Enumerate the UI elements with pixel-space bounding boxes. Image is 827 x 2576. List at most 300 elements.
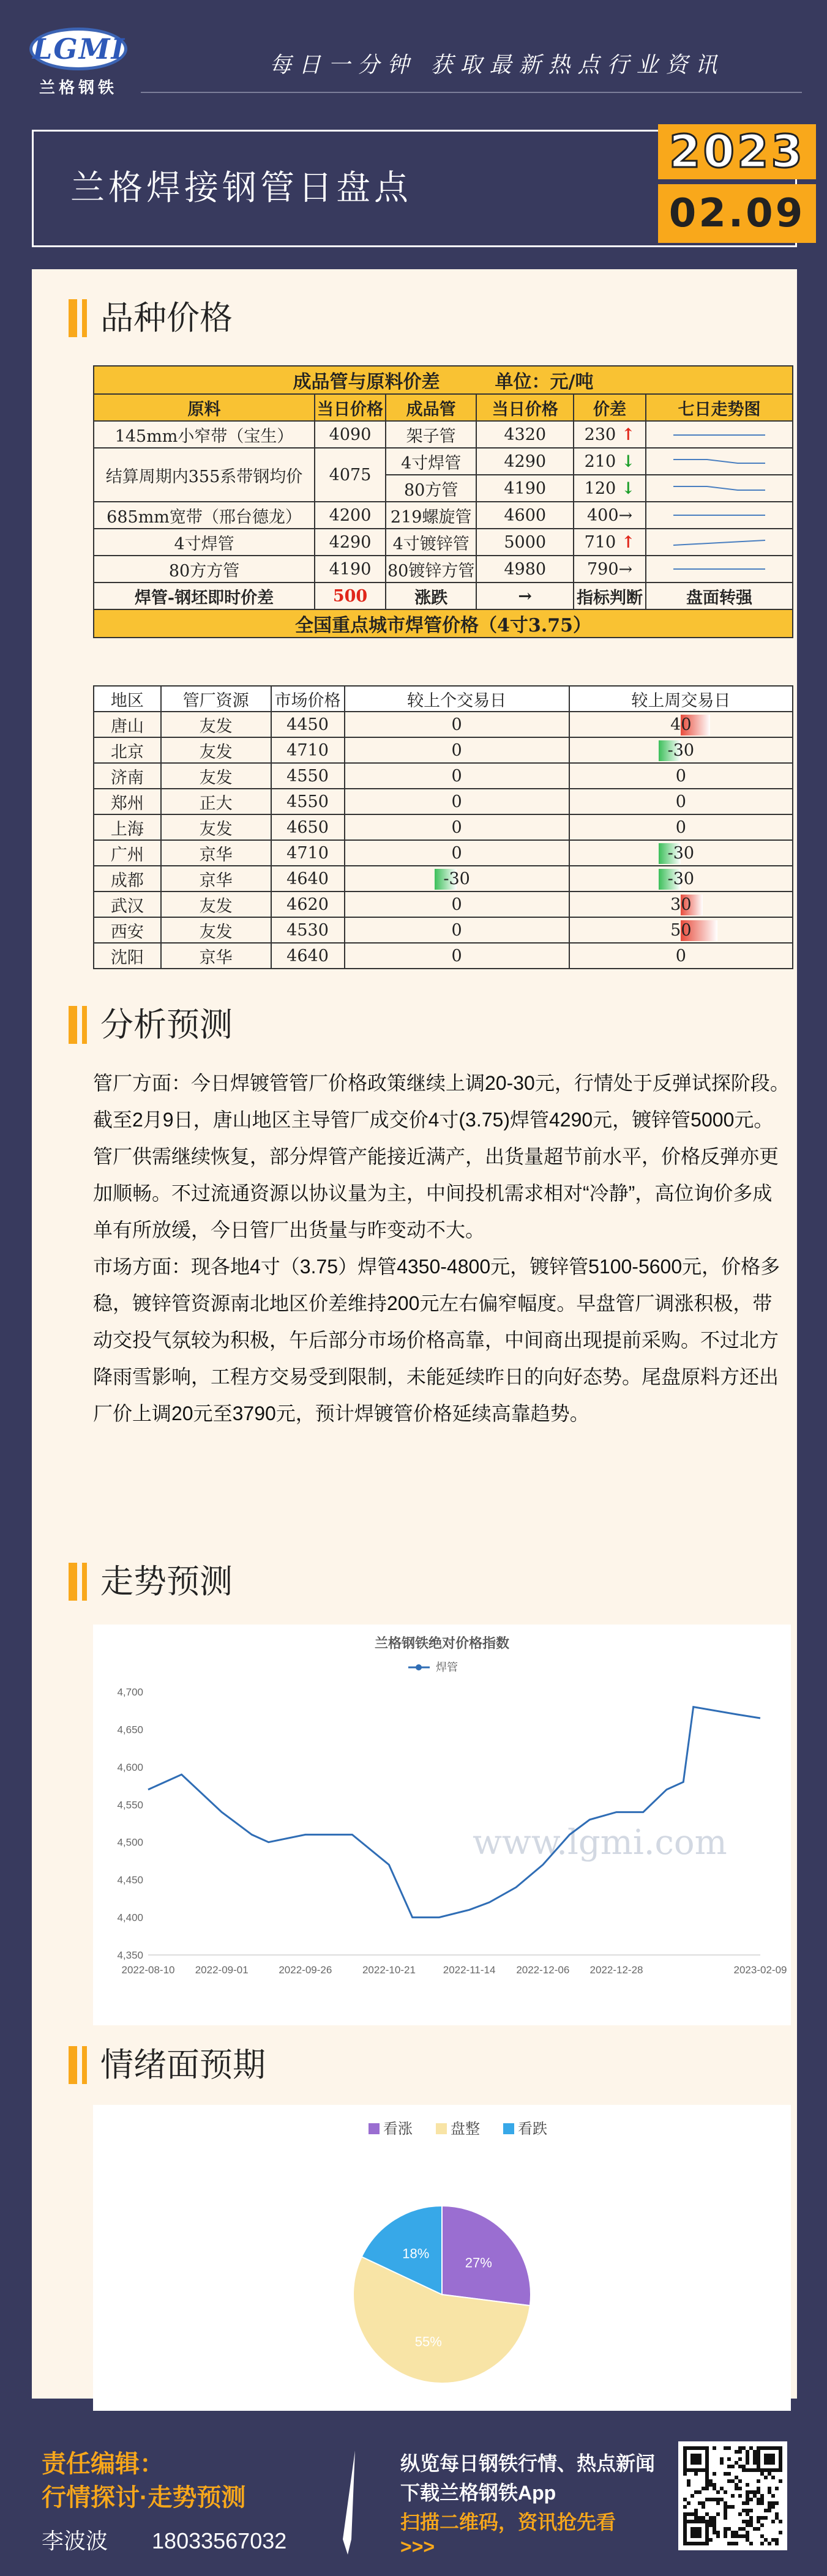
weekly-change [569,737,793,763]
promo-line: 纵览每日钢铁行情、热点新闻 [400,2452,656,2474]
change-value: 0 [451,843,462,863]
sparkline-chart [670,425,768,444]
sentiment-chart [93,2105,791,2411]
qr-module [709,2520,713,2523]
qr-module [694,2512,698,2516]
market-price: 4450 [271,712,345,737]
qr-module [735,2487,738,2490]
qr-module [746,2534,749,2538]
price-index-chart [93,1625,791,2025]
product: 80方管 [386,475,476,502]
spread-value: 210 [584,452,616,471]
qr-module [746,2531,749,2534]
qr-module [753,2468,757,2472]
qr-module [698,2516,702,2520]
raw-price: 4190 [315,556,386,583]
qr-module [757,2468,760,2472]
qr-module [727,2542,731,2545]
editor-role: 行情探讨·走势预测 [42,2484,246,2511]
qr-module [753,2461,757,2465]
qr-module [702,2520,705,2523]
product-price: 4320 [476,421,574,448]
up-arrow-icon: ↑ [621,532,635,552]
col-header: 管厂资源 [161,686,271,712]
change-value: 0 [451,895,462,914]
sparkline-chart [670,560,768,578]
daily-change [345,737,569,763]
qr-module [779,2465,782,2468]
market-price: 4710 [271,840,345,866]
qr-module [724,2534,727,2538]
change-value: -30 [667,740,695,760]
qr-module [760,2498,764,2501]
qr-module [702,2505,705,2509]
qr-module [738,2446,742,2450]
qr-module [724,2512,727,2516]
qr-module [742,2534,746,2538]
raw-material: 685mm宽带（邢台德龙） [94,502,315,529]
qr-module [694,2509,698,2512]
qr-module [683,2457,687,2461]
qr-module [683,2538,687,2542]
qr-module [738,2512,742,2516]
qr-module [702,2516,705,2520]
qr-module [764,2468,768,2472]
qr-module [683,2531,687,2534]
table-row [94,421,793,448]
table-row [94,556,793,583]
city-row [94,866,793,892]
qr-module [705,2487,709,2490]
sparkline-chart [670,452,768,471]
raw-material: 80方方管 [94,556,315,583]
qr-module [713,2531,716,2534]
qr-module [779,2479,782,2483]
down-arrow-icon: ↓ [621,478,635,498]
col-header: 市场价格 [271,686,345,712]
qr-module [779,2457,782,2461]
editor-contact [42,2524,286,2555]
section-title: 情绪面预期 [100,2046,266,2084]
x-tick-label: 2022-12-06 [516,1964,570,1976]
change-value: 50 [670,920,692,940]
qr-module [709,2538,713,2542]
qr-module [775,2512,779,2516]
qr-module [735,2534,738,2538]
change-value: 40 [670,715,692,734]
qr-module [746,2454,749,2457]
qr-module [698,2468,702,2472]
city-table [93,685,793,969]
qr-module [727,2505,731,2509]
qr-module [738,2457,742,2461]
qr-module [713,2523,716,2527]
slogan: 每日一分钟 获取最新热点行业资讯 [269,53,725,78]
qr-module [705,2450,709,2454]
change-value: -30 [443,869,470,888]
change-value: 0 [451,792,462,811]
qr-module [690,2531,694,2534]
cta-arrows: >>> [400,2536,435,2558]
qr-module [683,2505,687,2509]
qr-module [760,2534,764,2538]
qr-module [749,2468,753,2472]
spread-value: 710 [584,532,616,552]
legend-label: 看涨 [383,2120,413,2137]
weekly-change [569,712,793,737]
qr-module [713,2487,716,2490]
qr-module [760,2523,764,2527]
qr-module [757,2520,760,2523]
qr-module [683,2512,687,2516]
page-title: 兰格焊接钢管日盘点 [70,168,412,208]
legend-swatch [369,2123,380,2134]
editor-phone: 18033567032 [152,2528,287,2553]
x-tick-label: 2022-08-10 [121,1964,175,1976]
qr-module [705,2512,709,2516]
mill-name: 友发 [161,763,271,789]
qr-module [716,2531,720,2534]
qr-module [731,2465,735,2468]
city-name: 济南 [94,763,161,789]
qr-module [698,2446,702,2450]
daily-change [345,917,569,943]
qr-module [709,2523,713,2527]
qr-module [760,2472,764,2476]
section-marker [82,1006,87,1044]
sparkline [646,529,793,556]
change-value: 0 [451,817,462,837]
qr-module [698,2454,702,2457]
qr-module [749,2542,753,2545]
price-table-title [94,366,793,394]
qr-module [709,2516,713,2520]
qr-module [749,2498,753,2501]
qr-module [757,2527,760,2531]
change-value: 0 [451,715,462,734]
qr-module [705,2457,709,2461]
qr-module [771,2505,775,2509]
pen-icon [331,2448,367,2558]
qr-module [705,2483,709,2487]
y-tick-label: 4,700 [117,1686,143,1698]
promo-text [400,2449,655,2507]
qr-module [683,2498,687,2501]
legend-swatch [503,2123,514,2134]
qr-module [694,2527,698,2531]
qr-module [757,2454,760,2457]
qr-module [771,2538,775,2542]
qr-module [749,2490,753,2494]
legend-label: 盘整 [451,2120,480,2137]
logo [29,28,127,95]
qr-module [764,2461,768,2465]
qr-module [683,2516,687,2520]
spread [574,529,646,556]
city-row [94,943,793,969]
qr-module [713,2527,716,2531]
spread-value: 790 [586,559,619,579]
raw-material: 4寸焊管 [94,529,315,556]
section-marker [69,299,77,337]
qr-module [779,2446,782,2450]
city-table-title: 全国重点城市焊管价格（4寸3.75） [94,609,793,638]
qr-module [764,2538,768,2542]
city-table-body [94,712,793,969]
x-tick-label: 2022-10-21 [362,1964,416,1976]
price-table [93,365,793,638]
qr-module [713,2516,716,2520]
qr-module [683,2520,687,2523]
summary-value: 500 [315,583,386,609]
mill-name: 京华 [161,866,271,892]
qr-module [760,2542,764,2545]
weekly-change [569,840,793,866]
qr-module [738,2494,742,2498]
qr-module [746,2520,749,2523]
analysis-text [93,1065,791,1432]
spread [574,502,646,529]
analysis-paragraph: 市场方面：现各地4寸（3.75）焊管4350-4800元，镀锌管5100-5600元，价格多稳，镀锌管资源南北地区价差维持200元左右偏窄幅度。早盘管厂调涨积极，带动交投气氛较为积极，午后部分市场价格高靠，中间商出现提前采购。不过北方降雨雪影响，工程方交易受到限制，未能延续昨日的向好态势。尾盘原料方还出厂价上调20元至3790元，预计焊镀管价格延续高靠趋势。 [93,1256,780,1424]
qr-module [746,2501,749,2505]
qr-module [771,2494,775,2498]
qr-module [760,2494,764,2498]
x-tick-label: 2022-12-28 [589,1964,643,1976]
title-box [32,125,806,247]
sparkline-chart [670,479,768,497]
qr-module [690,2468,694,2472]
qr-module [742,2468,746,2472]
qr-module [713,2520,716,2523]
qr-module [705,2461,709,2465]
section-marker [69,2046,77,2084]
summary-label: 焊管-钢坯即时价差 [94,583,315,609]
footer [0,2405,827,2576]
qr-module [735,2476,738,2479]
qr-module [683,2468,687,2472]
pie-chart [93,2105,791,2411]
qr-module [746,2461,749,2465]
qr-module [698,2501,702,2505]
qr-module [720,2487,724,2490]
qr-module [771,2446,775,2450]
qr-module [690,2454,694,2457]
legend-label: 看跌 [518,2120,547,2137]
qr-module [683,2472,687,2476]
qr-module [764,2516,768,2520]
qr-module [724,2509,727,2512]
weekly-change [569,892,793,917]
qr-module [742,2446,746,2450]
qr-module [735,2450,738,2454]
logo-text: LGMI [32,32,126,65]
qr-module [749,2446,753,2450]
qr-module [698,2490,702,2494]
col-header: 成品管 [386,394,476,421]
qr-module [683,2523,687,2527]
chart-title: 兰格钢铁绝对价格指数 [374,1636,510,1651]
product: 4寸焊管 [386,448,476,475]
qr-module [775,2516,779,2520]
qr-module [731,2531,735,2534]
qr-module [746,2450,749,2454]
qr-module [683,2446,687,2450]
logo-name: 兰格钢铁 [39,79,118,97]
y-tick-label: 4,650 [117,1724,143,1736]
qr-module [705,2454,709,2457]
qr-module [705,2476,709,2479]
qr-module [713,2472,716,2476]
qr-module [731,2505,735,2509]
market-price: 4710 [271,737,345,763]
qr-module [709,2498,713,2501]
qr-module [746,2512,749,2516]
series-line [148,1707,760,1918]
divider [141,92,802,93]
qr-module [705,2498,709,2501]
qr-module [746,2538,749,2542]
y-tick-label: 4,550 [117,1799,143,1811]
sparkline-chart [670,506,768,524]
editor-label: 责任编辑： [42,2451,164,2477]
price-table-title-text: 成品管与原料价差 [293,371,440,393]
table-row [94,502,793,529]
city-row [94,917,793,943]
product-price: 4190 [476,475,574,502]
qr-module [775,2538,779,2542]
qr-module [713,2498,716,2501]
slice-label: 18% [402,2246,430,2261]
qr-module [687,2542,690,2545]
qr-module [702,2487,705,2490]
spread [574,421,646,448]
weekly-change [569,789,793,814]
change-value: -30 [667,869,695,888]
qr-module [760,2501,764,2505]
qr-module [687,2501,690,2505]
qr-module [687,2512,690,2516]
qr-module [705,2520,709,2523]
mill-name: 正大 [161,789,271,814]
sparkline [646,421,793,448]
col-header: 地区 [94,686,161,712]
product: 80镀锌方管 [386,556,476,583]
qr-module [779,2450,782,2454]
raw-material: 结算周期内355系带钢均价 [94,448,315,502]
qr-code-icon[interactable] [678,2441,787,2550]
mill-name: 京华 [161,943,271,969]
qr-module [742,2520,746,2523]
sparkline-chart [670,533,768,551]
x-tick-label: 2023-02-09 [733,1964,787,1976]
product-price: 4290 [476,448,574,475]
daily-change [345,763,569,789]
qr-module [705,2542,709,2545]
qr-module [738,2479,742,2483]
mill-name: 友发 [161,917,271,943]
qr-module [764,2454,768,2457]
qr-module [727,2479,731,2483]
qr-module [690,2520,694,2523]
col-header: 价差 [574,394,646,421]
qr-module [771,2461,775,2465]
qr-module [705,2468,709,2472]
qr-module [735,2531,738,2534]
qr-module [768,2501,771,2505]
sparkline [646,475,793,502]
qr-module [757,2498,760,2501]
qr-module [779,2520,782,2523]
qr-module [716,2490,720,2494]
qr-module [771,2457,775,2461]
col-header: 当日价格 [476,394,574,421]
qr-module [753,2490,757,2494]
qr-module [757,2501,760,2505]
qr-module [746,2457,749,2461]
qr-module [698,2457,702,2461]
qr-module [694,2446,698,2450]
promo-cta[interactable] [400,2510,616,2559]
qr-module [738,2465,742,2468]
qr-module [705,2472,709,2476]
qr-module [683,2461,687,2465]
slice-label: 27% [465,2255,492,2271]
qr-module [757,2457,760,2461]
qr-module [727,2472,731,2476]
qr-module [690,2512,694,2516]
mill-name: 友发 [161,814,271,840]
line-chart [93,1625,791,2025]
qr-module [690,2527,694,2531]
qr-module [694,2454,698,2457]
y-tick-label: 4,500 [117,1836,143,1848]
qr-module [731,2542,735,2545]
market-price: 4530 [271,917,345,943]
qr-module [771,2454,775,2457]
spread-value: 120 [584,478,616,498]
change-value: → [476,583,574,609]
city-row [94,712,793,737]
qr-module [731,2494,735,2498]
change-value: 0 [451,920,462,940]
qr-module [738,2450,742,2454]
sparkline [646,556,793,583]
section-marker [82,299,87,337]
qr-module [727,2457,731,2461]
change-value: 0 [675,766,686,786]
qr-module [687,2479,690,2483]
qr-module [687,2468,690,2472]
qr-module [702,2542,705,2545]
market-price: 4620 [271,892,345,917]
qr-module [694,2520,698,2523]
qr-module [702,2501,705,2505]
qr-module [768,2542,771,2545]
city-name: 武汉 [94,892,161,917]
qr-module [764,2509,768,2512]
market-price: 4650 [271,814,345,840]
col-header: 原料 [94,394,315,421]
col-header: 七日走势图 [646,394,793,421]
price-table-unit: 单位：元/吨 [495,371,594,393]
qr-module [698,2520,702,2523]
daily-change [345,840,569,866]
watermark: www.lgmi.com [473,1823,727,1863]
qr-pattern [683,2446,782,2545]
spread [574,475,646,502]
product: 架子管 [386,421,476,448]
product: 219螺旋管 [386,502,476,529]
